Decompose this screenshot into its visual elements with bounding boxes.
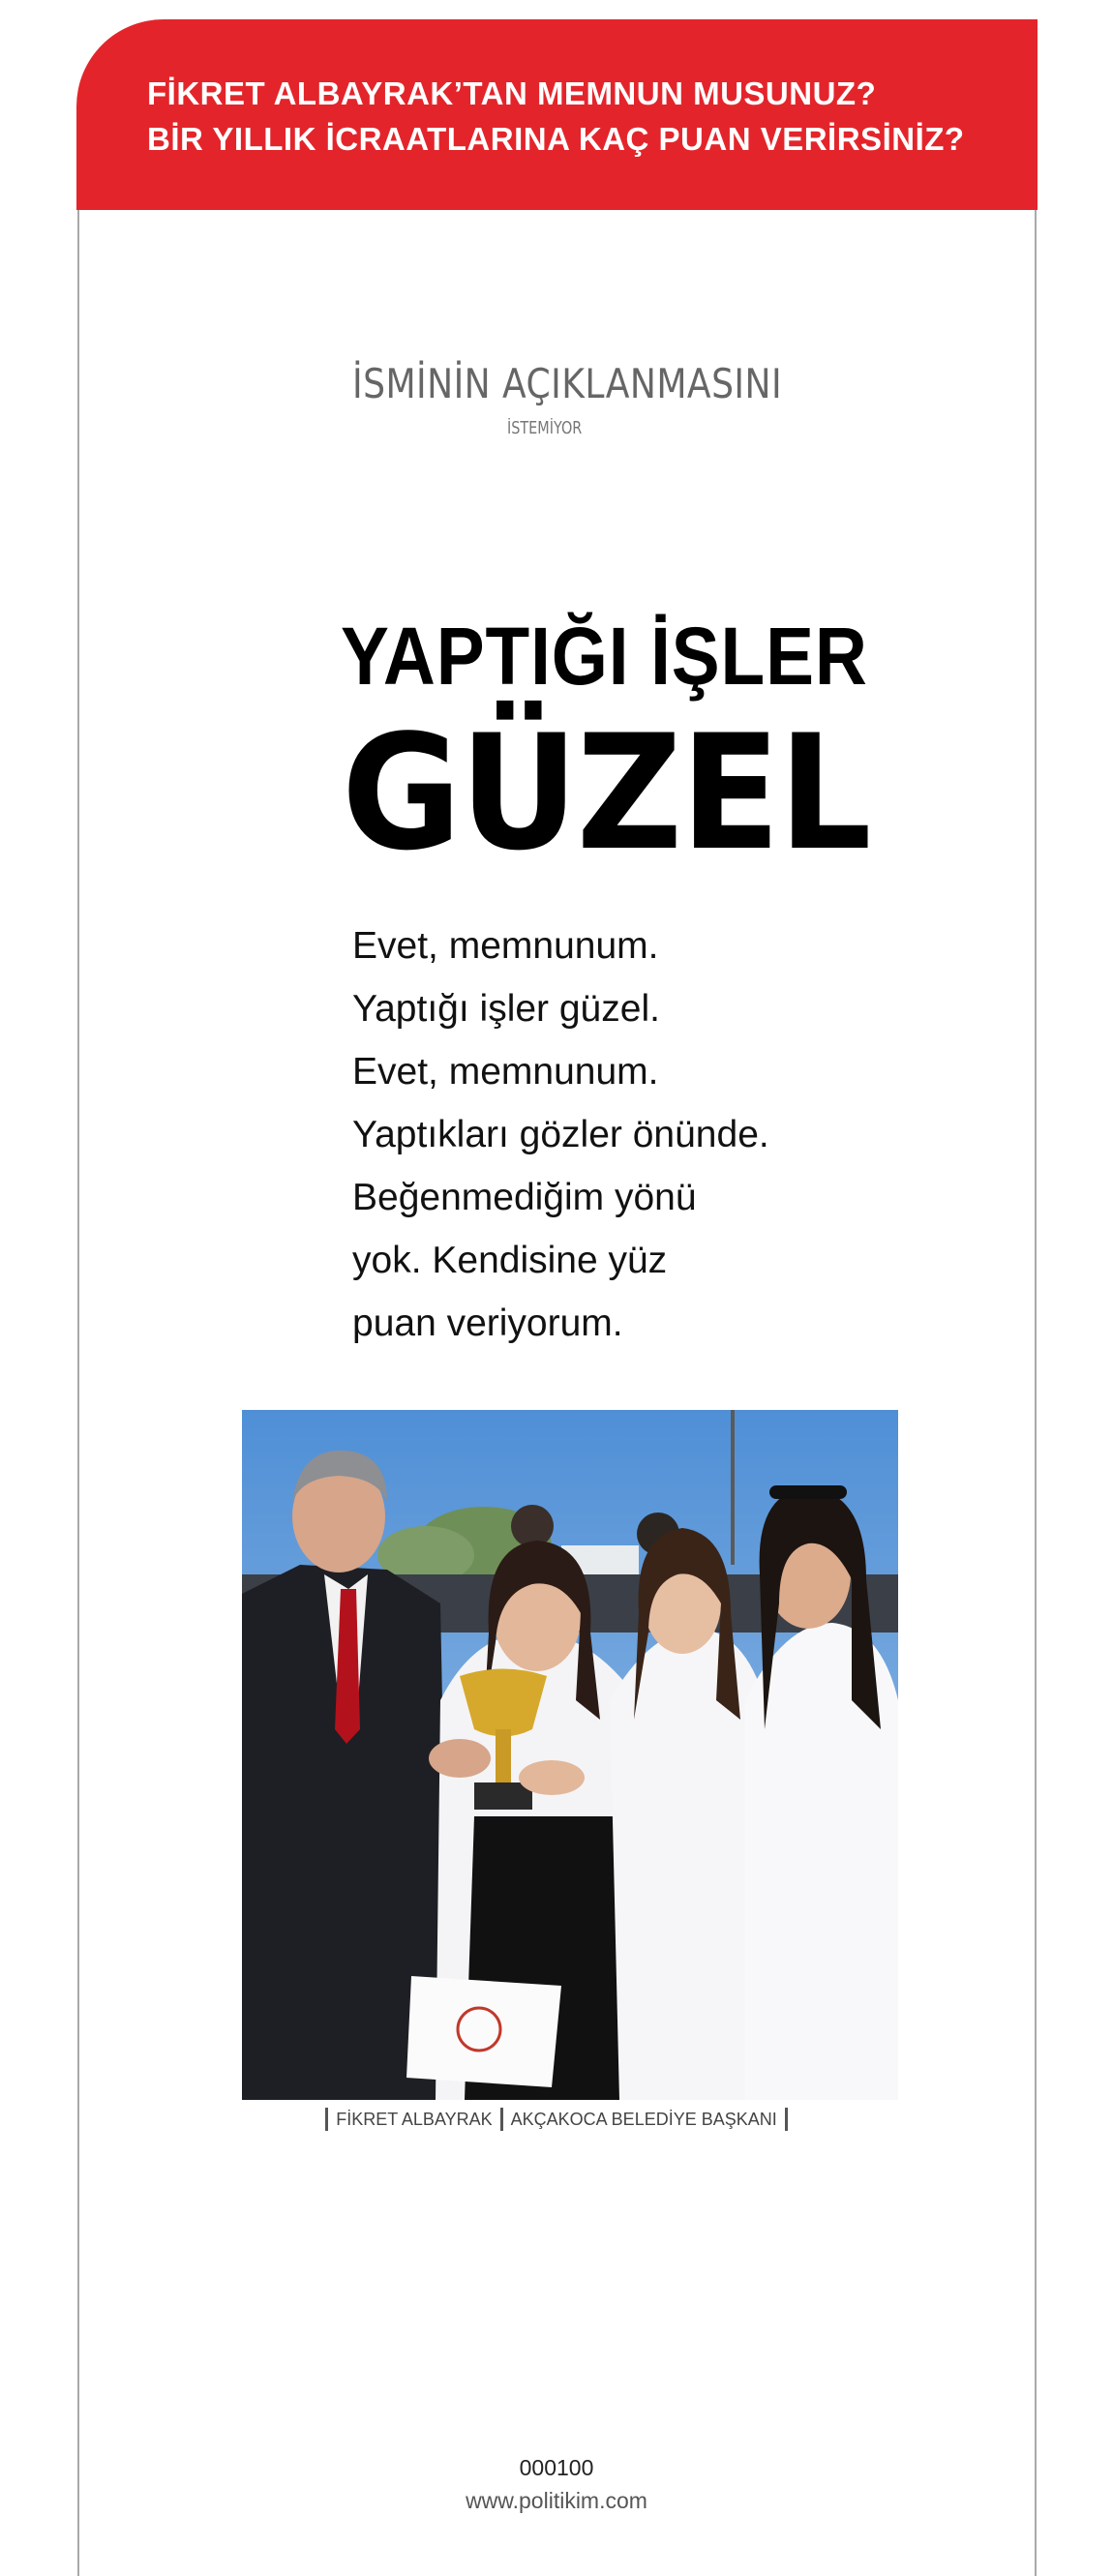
quote-text — [352, 914, 769, 1355]
photo-mayor-with-students — [242, 1410, 898, 2100]
photo-caption — [0, 2108, 1113, 2131]
quote-line: Yaptığı işler güzel. — [352, 988, 660, 1030]
respondent-subtitle: İSTEMİYOR — [507, 418, 583, 438]
header-banner — [76, 19, 1038, 210]
left-border-line — [77, 210, 79, 2576]
page-number: 000100 — [519, 2455, 594, 2480]
quote-line: Evet, memnunum. — [352, 1051, 659, 1093]
quote-line: yok. Kendisine yüz — [352, 1240, 668, 1281]
quote-line: Yaptıkları gözler önünde. — [352, 1114, 769, 1155]
caption-name: FİKRET ALBAYRAK — [336, 2110, 493, 2129]
header-question-line-2: BİR YILLIK İCRAATLARINA KAÇ PUAN VERİRSİNİZ? — [147, 121, 965, 157]
quote-line: Evet, memnunum. — [352, 925, 659, 967]
quote-line: puan veriyorum. — [352, 1303, 623, 1344]
caption-separator — [785, 2108, 788, 2131]
caption-separator — [325, 2108, 328, 2131]
headline-line-2: GÜZEL — [342, 701, 870, 885]
caption-separator — [500, 2108, 503, 2131]
right-border-line — [1035, 210, 1037, 2576]
respondent-title: İSMİNİN AÇIKLANMASINI — [352, 360, 783, 407]
quote-line: Beğenmediğim yönü — [352, 1177, 697, 1218]
caption-role: AKÇAKOCA BELEDİYE BAŞKANI — [510, 2110, 777, 2129]
header-question-line-1: FİKRET ALBAYRAK’TAN MEMNUN MUSUNUZ? — [147, 75, 877, 111]
website-url: www.politikim.com — [466, 2488, 647, 2513]
headline-line-1: YAPTIĞI İŞLER — [341, 611, 868, 702]
